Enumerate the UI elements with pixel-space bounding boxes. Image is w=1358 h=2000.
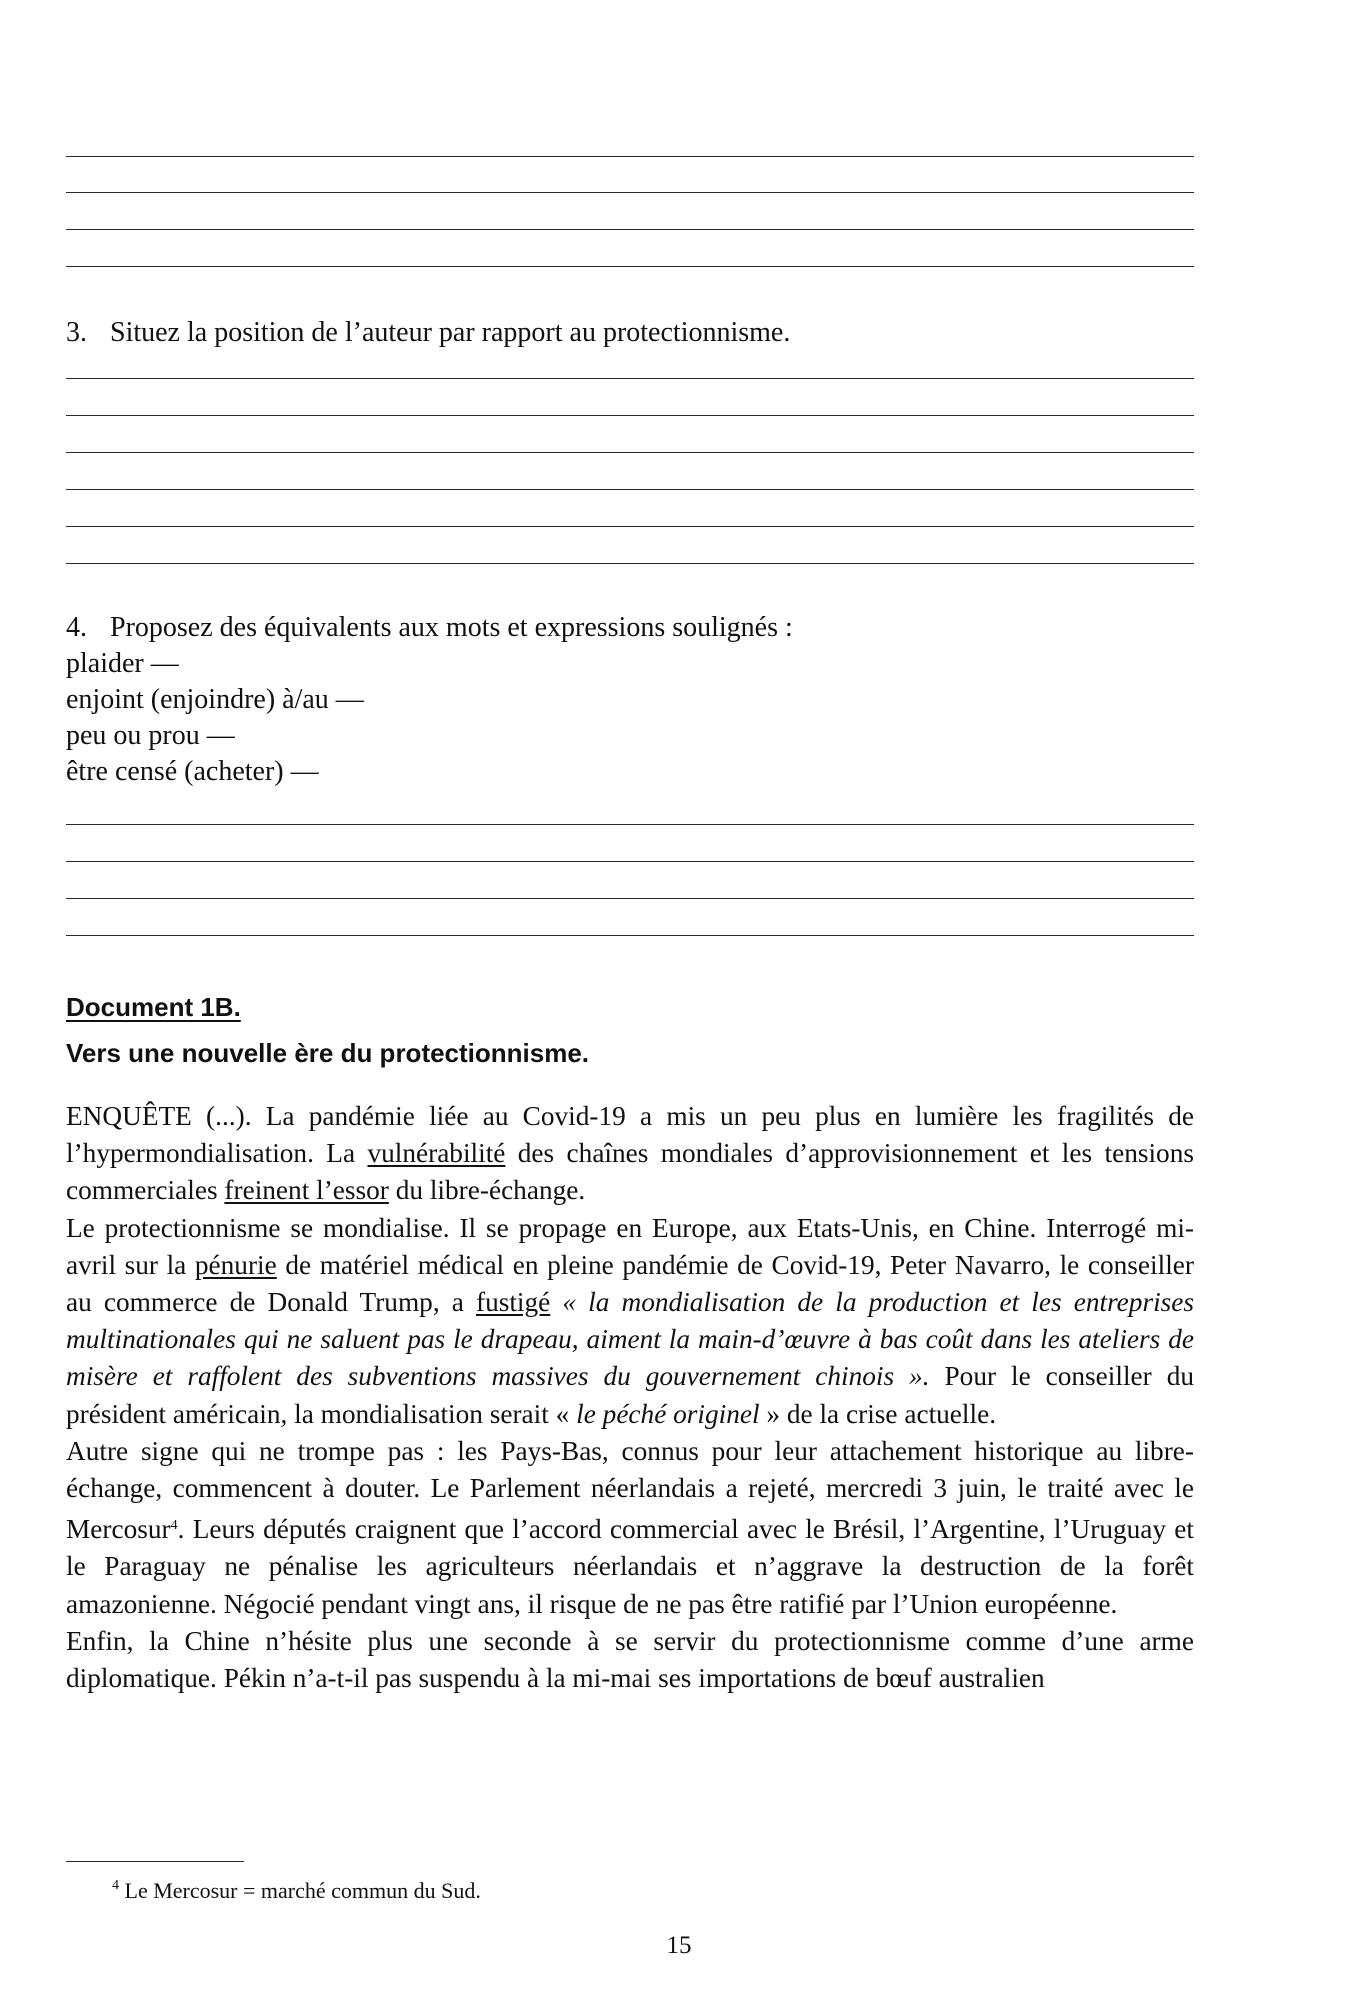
vocabulary-list (66, 646, 364, 790)
article-body (66, 1098, 1194, 1697)
question-3 (66, 315, 1194, 351)
quotation: le péché originel (576, 1398, 760, 1429)
paragraph: Autre signe qui ne trompe pas : les Pays-Bas, connus pour leur attachement historique au libre-échange, commencent à douter. Le Parlement néerlandais a rejeté, mercredi 3 juin, le traité avec le Mercosur$^4$. Leurs députés craignent que l’accord commercial avec le Brésil, l’Argentine, l’Uruguay et le Paraguay ne pénalise les agriculteurs néerlandais et n’aggrave la destruction de la forêt amazonienne. Négocié pendant vingt ans, il risque de ne pas être ratifié par l’Union européenne. (66, 1435, 1194, 1619)
question-4 (66, 610, 1194, 646)
underlined-term: pénurie (194, 1249, 277, 1280)
answer-line (66, 898, 1194, 899)
question-4-number: 4. (66, 612, 87, 643)
answer-line (66, 861, 1194, 862)
underlined-term: vulnérabilité (367, 1138, 506, 1169)
answer-line (66, 229, 1194, 230)
answer-line (66, 824, 1194, 825)
paragraph: ENQUÊTE (...). La pandémie liée au Covid-19 a mis un peu plus en lumière les fragilités de l’hypermondialisation. La vulnérabilité des chaînes mondiales d’approvisionnement et les tensions commerciales freinent l’essor du libre-échange. (66, 1101, 1194, 1206)
question-3-text: Situez la position de l’auteur par rapport au protectionnisme. (110, 317, 791, 348)
underlined-term: freinent l’essor (224, 1175, 389, 1206)
paragraph: Le protectionnisme se mondialise. Il se propage en Europe, aux Etats-Unis, en Chine. Interrogé mi-avril sur la pénurie de matériel médical en pleine pandémie de Covid-19, Peter Navarro, le conseiller au commerce de Donald Trump, a fustigé « la mondialisation de la production et les entreprises multinationales qui ne saluent pas le drapeau, aiment la main-d’œuvre à bas coût dans les ateliers de misère et raffolent des subventions massives du gouvernement chinois ». Pour le conseiller du président américain, la mondialisation serait « le péché originel » de la crise actuelle. (66, 1212, 1195, 1429)
footnote-divider (66, 1861, 244, 1862)
quotation: « la mondialisation de la production et les entreprises multinationales qui ne saluent pas le drapeau, aiment la main-d’œuvre à bas coût dans les ateliers de misère et raffolent des subventions massives du gouvernement chinois ». (66, 1287, 1195, 1392)
answer-line (66, 156, 1194, 157)
footnote (112, 1871, 481, 1906)
answer-line (66, 935, 1194, 936)
footnote-reference: 4 (170, 1518, 178, 1534)
paragraph: Enfin, la Chine n’hésite plus une seconde à se servir du protectionnisme comme d’une arme diplomatique. Pékin n’a-t-il pas suspendu à la mi-mai ses importations de bœuf australien (66, 1625, 1194, 1694)
vocab-item: plaider — (66, 648, 179, 679)
answer-line (66, 415, 1194, 416)
question-4-text: Proposez des équivalents aux mots et expressions soulignés : (110, 612, 793, 643)
footnote-number: 4 (112, 1878, 119, 1893)
vocab-item: peu ou prou — (66, 720, 235, 751)
question-3-number: 3. (66, 317, 87, 348)
answer-line (66, 452, 1194, 453)
document-label: Document 1B. (66, 992, 241, 1022)
vocab-item: être censé (acheter) — (66, 756, 319, 787)
answer-line (66, 563, 1194, 564)
footnote-text: Le Mercosur = marché commun du Sud. (119, 1878, 481, 1903)
document-title: Vers une nouvelle ère du protectionnisme. (66, 1038, 590, 1068)
underlined-term: fustigé (475, 1287, 551, 1318)
answer-line (66, 526, 1194, 527)
page-number: 15 (666, 1932, 692, 1959)
answer-line (66, 378, 1194, 379)
answer-line (66, 489, 1194, 490)
answer-line (66, 192, 1194, 193)
vocab-item: enjoint (enjoindre) à/au — (66, 684, 364, 715)
answer-line (66, 266, 1194, 267)
